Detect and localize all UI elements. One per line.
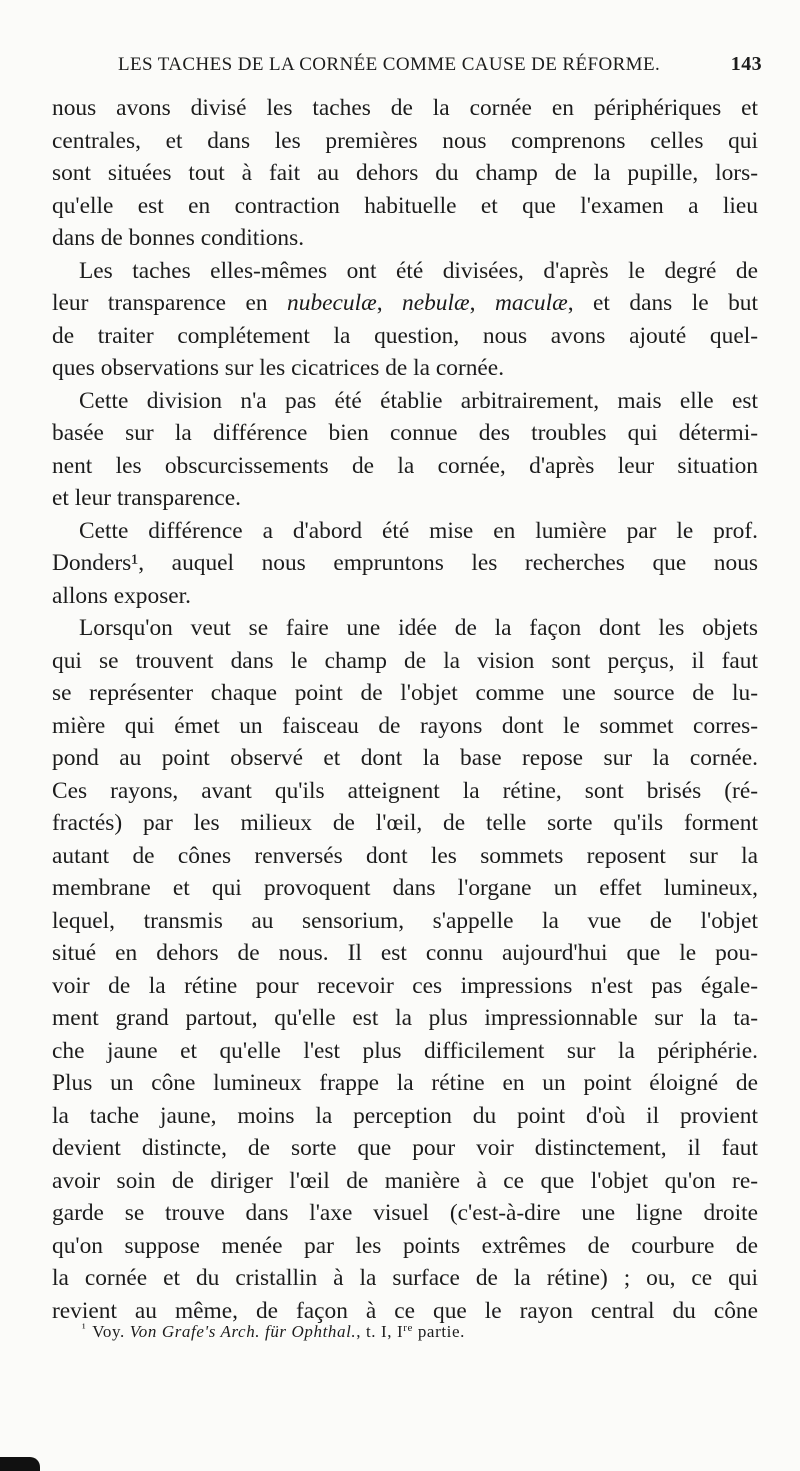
text-line: mière qui émet un faisceau de rayons dont le sommet corres- — [52, 712, 758, 739]
running-header — [52, 44, 764, 78]
text-line: Cette division n'a pas été établie arbitrairement, mais elle est — [79, 387, 758, 414]
text-line: qui se trouvent dans le champ de la vision sont perçus, il faut — [52, 647, 758, 674]
text-line: avoir soin de diriger l'œil de manière à ce que l'objet qu'on re- — [52, 1167, 758, 1194]
text-line: situé en dehors de nous. Il est connu aujourd'hui que le pou- — [52, 940, 758, 966]
text-line: allons exposer. — [52, 582, 192, 609]
text-line: Les taches elles-mêmes ont été divisées, d'après le degré de — [79, 257, 758, 284]
footnote-prefix: Voy. — [92, 1322, 130, 1341]
text-line: nent les obscurcissements de la cornée, d'après leur situation — [52, 452, 758, 479]
text-line: dans de bonnes conditions. — [52, 225, 305, 251]
text-line: la cornée et du cristallin à la surface de la rétine) ; ou, ce qui — [52, 1265, 758, 1291]
running-title: LES TACHES DE LA CORNÉE COMME CAUSE DE RÉFORME. — [118, 54, 661, 75]
italic-term: nebulæ — [402, 290, 470, 316]
text-line: garde se trouve dans l'axe visuel (c'est-à-dire une ligne droite — [52, 1200, 758, 1226]
text-line: autant de cônes renversés dont les sommets reposent sur la — [52, 842, 758, 869]
page-number: 143 — [730, 53, 762, 75]
text-line: fractés) par les milieux de l'œil, de telle sorte qu'ils forment — [52, 810, 758, 836]
text-line: nous avons divisé les taches de la cornée en périphériques et — [52, 95, 758, 121]
footnote-tail: partie. — [412, 1322, 465, 1341]
footnote — [82, 1321, 465, 1342]
text-line: basée sur la différence bien connue des troubles qui détermi- — [52, 420, 758, 446]
text-line: membrane et qui provoquent dans l'organe un effet lumineux, — [52, 875, 758, 901]
text-line: et leur transparence. — [52, 485, 241, 511]
text-line: la tache jaune, moins la perception du point d'où il provient — [52, 1102, 758, 1129]
text-line: Ces rayons, avant qu'ils atteignent la rétine, sont brisés (ré- — [52, 777, 758, 804]
footnote-superscript: re — [403, 1322, 413, 1334]
text-line: Cette différence a d'abord été mise en lumière par le prof. — [79, 517, 758, 544]
text-line: devient distincte, de sorte que pour voir distinctement, il faut — [52, 1135, 758, 1161]
text-line: de traiter complétement la question, nous avons ajouté quel- — [52, 322, 758, 349]
text-line: sont situées tout à fait au dehors du champ de la pupille, lors- — [52, 160, 758, 186]
footnote-mark: ¹ — [82, 1321, 87, 1335]
text-line: pond au point observé et dont la base repose sur la cornée. — [52, 745, 758, 771]
text-line: Lorsqu'on veut se faire une idée de la façon dont les objets — [79, 615, 758, 641]
text-line: qu'elle est en contraction habituelle et que l'examen a lieu — [52, 192, 758, 219]
text-line: centrales, et dans les premières nous comprenons celles qui — [52, 127, 758, 154]
text-line: ment grand partout, qu'elle est la plus impressionnable sur la ta- — [52, 1005, 758, 1031]
text-line: voir de la rétine pour recevoir ces impressions n'est pas égale- — [52, 972, 758, 999]
text-line: che jaune et qu'elle l'est plus difficilement sur la périphérie. — [52, 1037, 758, 1064]
text-line: Plus un cône lumineux frappe la rétine en un point éloigné de — [52, 1070, 758, 1096]
text-line: qu'on suppose menée par les points extrêmes de courbure de — [52, 1232, 758, 1259]
text-line: lequel, transmis au sensorium, s'appelle la vue de l'objet — [52, 907, 758, 934]
text-line: Donders¹, auquel nous empruntons les recherches que nous — [52, 550, 758, 576]
text-line: se représenter chaque point de l'objet comme une source de lu- — [52, 680, 758, 706]
footnote-citation: Von Grafe's Arch. für Ophthal. — [129, 1322, 357, 1341]
text-line: leur transparence en nubeculæ, nebulæ, maculæ, et dans le but — [52, 290, 758, 316]
footnote-suffix: , t. I, I — [356, 1322, 404, 1341]
scan-edge-mark — [0, 1457, 40, 1471]
text-line: ques observations sur les cicatrices de la cornée. — [52, 355, 505, 381]
text-line: revient au même, de façon à ce que le rayon central du cône — [52, 1297, 758, 1324]
body-text — [52, 92, 758, 1327]
italic-term: maculæ — [494, 290, 568, 316]
italic-term: nubeculæ — [287, 290, 377, 316]
